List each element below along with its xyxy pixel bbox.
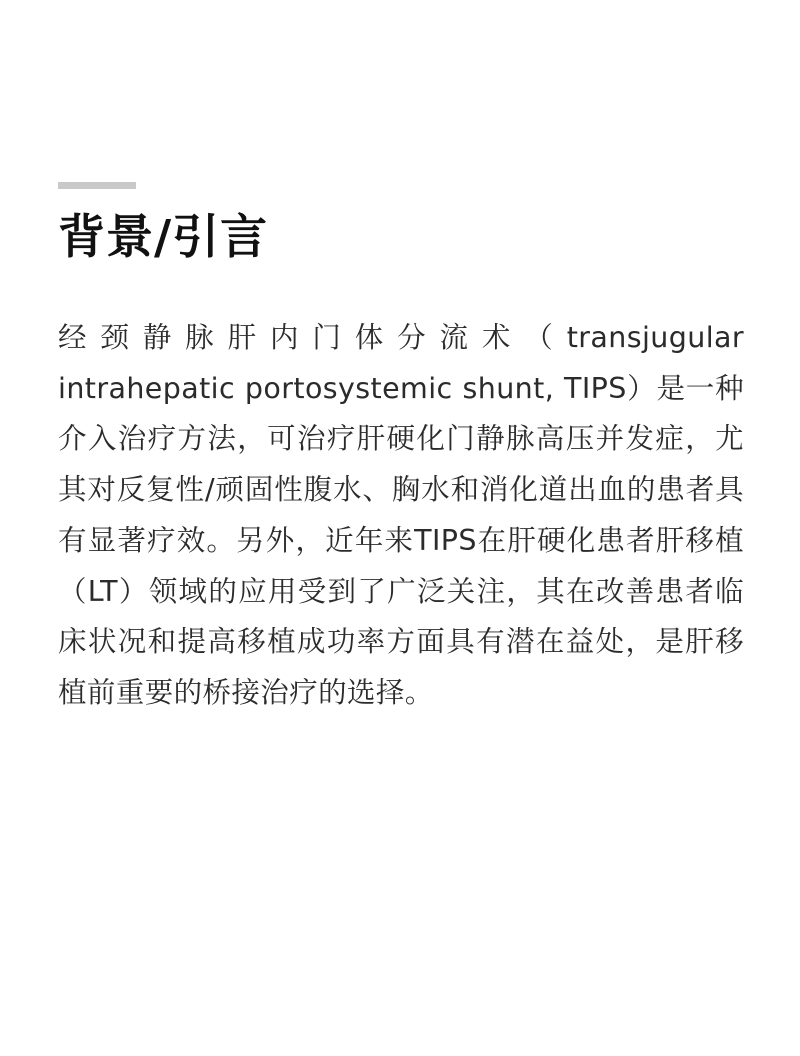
document-page <box>0 182 800 1056</box>
title-divider-rule <box>58 182 136 189</box>
page-title: 背景/引言 <box>58 210 269 265</box>
body-paragraph: 经颈静脉肝内门体分流术（transjugular intrahepatic portosystemic shunt, TIPS）是一种介入治疗方法，可治疗肝硬化门静脉高压并发症，尤其对反复性/顽固性腹水、胸水和消化道出血的患者具有显著疗效。另外，近年来TIPS在肝硬化患者肝移植（LT）领域的应用受到了广泛关注，其在改善患者临床状况和提高移植成功率方面具有潜在益处，是肝移植前重要的桥接治疗的选择。 <box>58 321 744 710</box>
